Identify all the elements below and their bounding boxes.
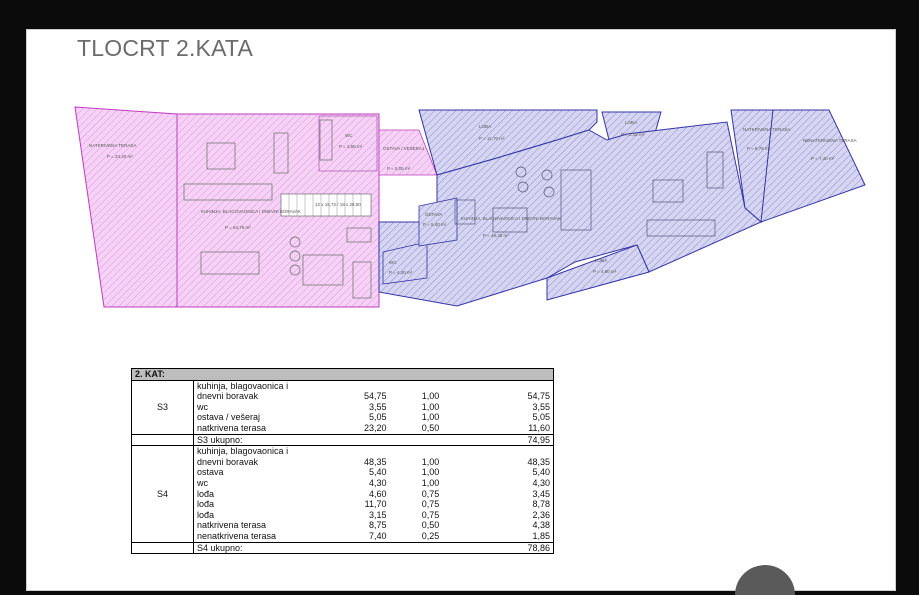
s4-storage-label: OSTAVA	[425, 212, 443, 217]
s4-row-6-area: 3,15	[368, 509, 387, 520]
table-header: 2. KAT:	[132, 369, 554, 381]
s3-kitchen-label: KUHINJA, BLAGOVAONICA I DNEVNI BORAVAK	[201, 209, 302, 214]
s4-row-2-coef: 1,00	[421, 467, 440, 478]
s3-row-1-name: dnevni boravak	[194, 391, 320, 402]
s4-open-terrace-label: NENATKRIVENA TERASA	[803, 138, 857, 143]
s3-row-3-coef: 1,00	[421, 412, 440, 423]
s4-row-0-name: kuhinja, blagovaonica i	[194, 446, 320, 457]
s4-row-8-coef: 0,25	[421, 530, 440, 541]
unit-s4	[379, 110, 865, 306]
s3-row-0-name: kuhinja, blagovaonica i	[194, 380, 320, 391]
s4-row-2-name: ostava	[194, 467, 320, 478]
s3-row-3-area: 5,05	[368, 412, 387, 423]
s3-row-3-name: ostava / vešeraj	[194, 412, 320, 423]
s4-row-1-name: dnevni boravak	[194, 457, 320, 468]
s4-row-0-net	[472, 446, 554, 457]
s3-terrace-value: P = 23,20 m²	[107, 154, 133, 159]
s3-stair-label: 12 x 15,72 / 18 x 28,50	[315, 202, 361, 207]
s3-row-4-area: 23,20	[363, 422, 387, 433]
s3-row-1-area: 54,75	[363, 391, 387, 402]
area-table	[131, 368, 554, 554]
s3-row-2-name: wc	[194, 402, 320, 413]
s4-loggia3-label: LOĐA	[595, 258, 608, 263]
s3-total-value: 74,95	[472, 434, 554, 446]
s4-row-1-net: 48,35	[472, 457, 554, 468]
s3-row-0-net	[472, 380, 554, 391]
s4-row-1-area: 48,35	[363, 456, 387, 467]
s4-row-0-area	[320, 446, 390, 457]
s4-row-5-name: lođa	[194, 499, 320, 510]
s4-total-value: 78,86	[472, 542, 554, 554]
s4-loggia3-value: P = 4,60 m²	[593, 269, 617, 274]
s4-row-5-net: 8,78	[472, 499, 554, 510]
s3-row-3-net: 5,05	[472, 412, 554, 423]
s3-kitchen-value: P = 54,75 m²	[225, 225, 251, 230]
s3-storage-label: OSTAVA / VEŠERAJ	[383, 146, 425, 151]
s3-wc-value: P = 3,55 m²	[339, 144, 363, 149]
s4-wc-label: WC	[389, 260, 397, 265]
s4-row-2-area: 5,40	[368, 467, 387, 478]
s3-total-label: S3 ukupno:	[194, 434, 390, 446]
s3-wc-label: WC	[345, 133, 353, 138]
s3-row-1-coef: 1,00	[421, 391, 440, 402]
s3-terrace-label: NATKRIVENA TERASA	[89, 143, 137, 148]
s3-row-2-coef: 1,00	[421, 401, 440, 412]
s4-row-3-net: 4,30	[472, 478, 554, 489]
s4-row-8-name: nenatkrivena terasa	[194, 531, 320, 542]
drawing-sheet	[26, 29, 896, 591]
s3-row-2-net: 3,55	[472, 402, 554, 413]
s3-row-4-name: natkrivena terasa	[194, 423, 320, 434]
s4-row-4-coef: 0,75	[421, 488, 440, 499]
s4-row-3-coef: 1,00	[421, 477, 440, 488]
s4-row-8-net: 1,85	[472, 531, 554, 542]
s4-loggia2-value: P = 3,15 m²	[621, 132, 645, 137]
s4-row-6-net: 2,36	[472, 510, 554, 521]
s4-open-terrace-value: P = 7,40 m²	[811, 156, 835, 161]
s3-storage-value: P = 5,05 m²	[387, 166, 411, 171]
s4-row-3-name: wc	[194, 478, 320, 489]
s3-row-4-coef: 0,50	[421, 422, 440, 433]
s4-row-6-name: lođa	[194, 510, 320, 521]
floor-plan	[27, 30, 895, 360]
s4-row-8-area: 7,40	[368, 530, 387, 541]
s4-kitchen-label: KUHINJA, BLAGOVAONICA I DNEVNI BORAVAK	[461, 216, 562, 221]
s4-loggia2-label: LOĐA	[625, 120, 638, 125]
s4-row-1-coef: 1,00	[421, 456, 440, 467]
s4-kitchen-value: P = 48,35 m²	[483, 233, 509, 238]
s3-row-0-coef	[390, 380, 472, 391]
s3-row-4-net: 11,60	[472, 423, 554, 434]
s4-loggia1-value: P = 11,70 m²	[479, 136, 505, 141]
s3-label: S3	[132, 380, 194, 434]
s4-row-7-net: 4,38	[472, 520, 554, 531]
s4-row-4-area: 4,60	[368, 488, 387, 499]
s4-terrace-value: P = 8,75 m²	[747, 146, 771, 151]
s4-row-7-coef: 0,50	[421, 520, 440, 531]
s4-row-7-name: natkrivena terasa	[194, 520, 320, 531]
page-title: TLOCRT 2.KATA	[77, 35, 253, 61]
s4-row-3-area: 4,30	[368, 477, 387, 488]
s4-row-5-coef: 0,75	[421, 499, 440, 510]
s4-row-6-coef: 0,75	[421, 509, 440, 520]
s4-row-4-name: lođa	[194, 489, 320, 500]
s4-storage-value: P = 5,40 m²	[423, 222, 447, 227]
s4-total-label: S4 ukupno:	[194, 542, 390, 554]
s4-wc-value: P = 4,30 m²	[389, 270, 413, 275]
s3-row-0-area	[320, 380, 390, 391]
s4-row-4-net: 3,45	[472, 489, 554, 500]
s3-row-2-area: 3,55	[368, 401, 387, 412]
s3-terrace-area	[75, 107, 177, 307]
s4-row-7-area: 8,75	[368, 520, 387, 531]
s3-row-1-net: 54,75	[472, 391, 554, 402]
s4-row-0-coef	[390, 446, 472, 457]
s4-loggia1-label: LOĐA	[479, 124, 492, 129]
s4-row-2-net: 5,40	[472, 467, 554, 478]
s4-row-5-area: 11,70	[364, 499, 387, 510]
s4-label: S4	[132, 446, 194, 542]
s4-terrace-label: NATKRIVENA TERASA	[743, 127, 791, 132]
